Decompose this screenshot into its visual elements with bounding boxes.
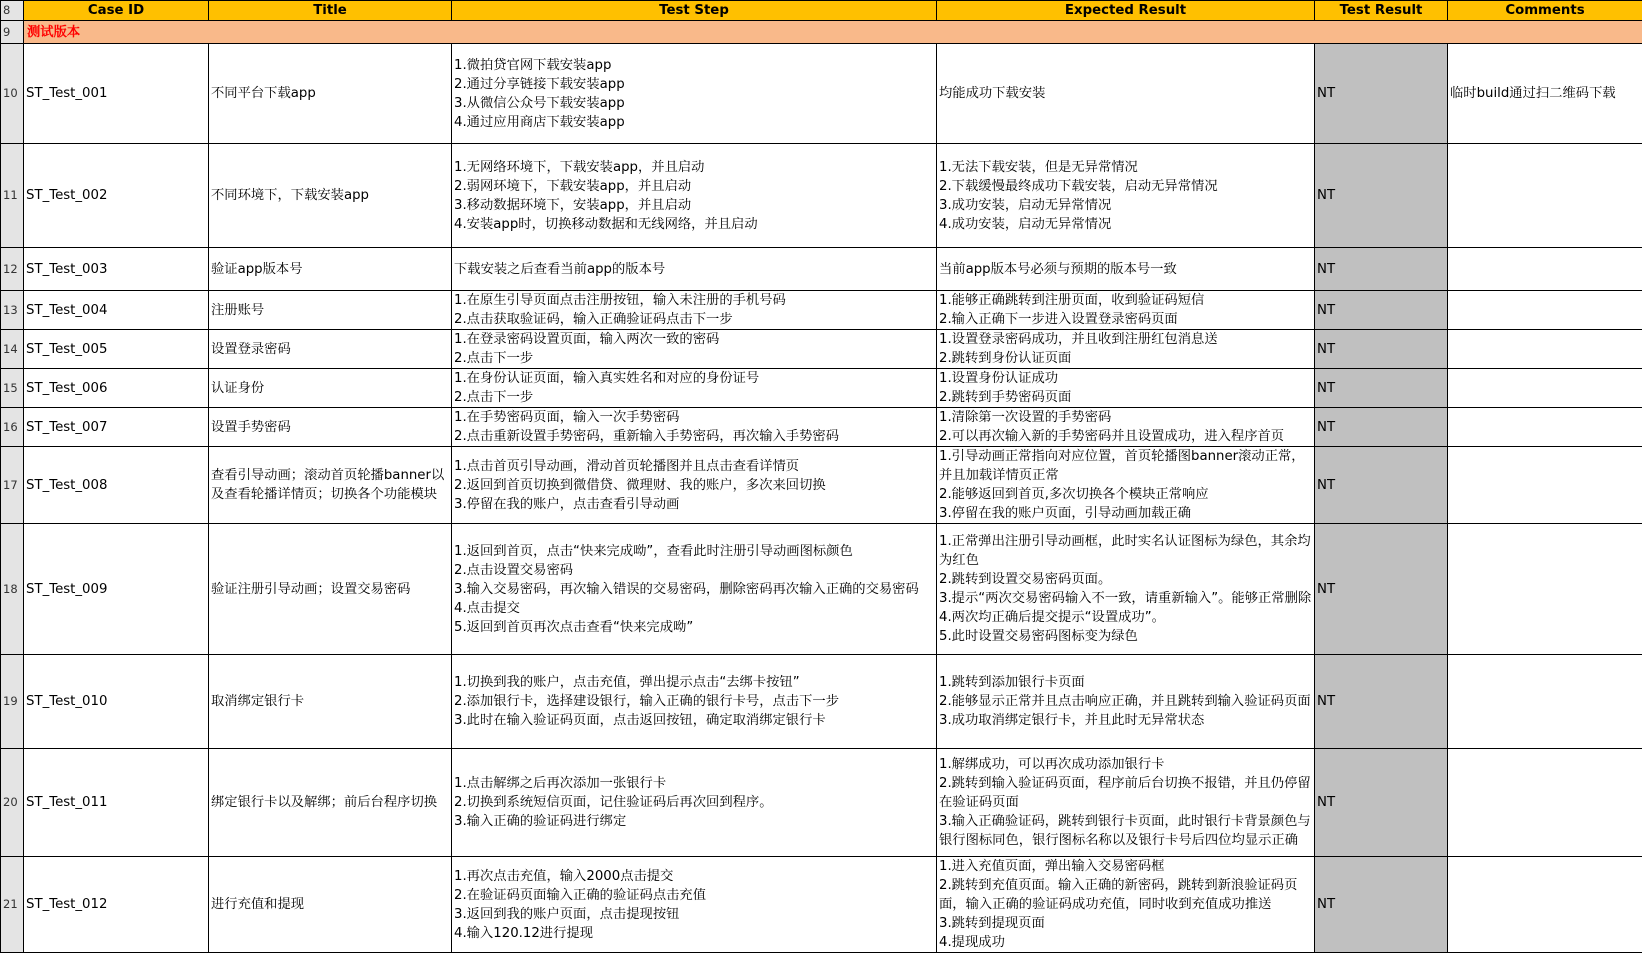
step-line: 1.点击解绑之后再次添加一张银行卡	[454, 774, 934, 793]
case-id-cell[interactable]: ST_Test_006	[24, 369, 209, 408]
comments-cell[interactable]	[1448, 330, 1642, 369]
title-cell[interactable]: 认证身份	[209, 369, 452, 408]
expected-line: 2.能够显示正常并且点击响应正确，并且跳转到输入验证码页面	[939, 692, 1312, 711]
expected-line: 1.跳转到添加银行卡页面	[939, 673, 1312, 692]
expected-line: 2.下载缓慢最终成功下载安装，启动无异常情况	[939, 177, 1312, 196]
step-line: 1.切换到我的账户，点击充值，弹出提示点击“去绑卡按钮”	[454, 673, 934, 692]
comments-cell[interactable]	[1448, 291, 1642, 330]
table-row	[1, 44, 1642, 144]
step-line: 2.点击获取验证码，输入正确验证码点击下一步	[454, 310, 934, 329]
section-title[interactable]: 测试版本	[24, 21, 1642, 44]
table-row	[1, 291, 1642, 330]
title-cell[interactable]: 查看引导动画；滚动首页轮播banner以及查看轮播详情页；切换各个功能模块	[209, 447, 452, 524]
test-result-cell[interactable]: NT	[1315, 524, 1448, 655]
expected-line: 1.能够正确跳转到注册页面，收到验证码短信	[939, 291, 1312, 310]
case-id-cell[interactable]: ST_Test_001	[24, 44, 209, 144]
expected-line: 3.成功取消绑定银行卡，并且此时无异常状态	[939, 711, 1312, 730]
expected-line: 1.解绑成功，可以再次成功添加银行卡	[939, 755, 1312, 774]
test-step-cell[interactable]	[452, 144, 937, 248]
step-line: 2.通过分享链接下载安装app	[454, 75, 934, 94]
case-id-cell[interactable]: ST_Test_002	[24, 144, 209, 248]
comments-cell[interactable]	[1448, 857, 1642, 953]
header-expected-result[interactable]: Expected Result	[937, 1, 1315, 21]
test-step-cell[interactable]	[452, 369, 937, 408]
test-result-cell[interactable]: NT	[1315, 447, 1448, 524]
test-result-cell[interactable]: NT	[1315, 655, 1448, 749]
expected-line: 2.输入正确下一步进入设置登录密码页面	[939, 310, 1312, 329]
table-row	[1, 408, 1642, 447]
expected-result-cell[interactable]	[937, 291, 1315, 330]
expected-line: 4.成功安装，启动无异常情况	[939, 215, 1312, 234]
case-id-cell[interactable]: ST_Test_003	[24, 248, 209, 291]
title-cell[interactable]: 设置登录密码	[209, 330, 452, 369]
header-row	[1, 1, 1642, 21]
row-number[interactable]: 9	[1, 21, 24, 44]
expected-line: 2.可以再次输入新的手势密码并且设置成功，进入程序首页	[939, 427, 1312, 446]
title-cell[interactable]: 进行充值和提现	[209, 857, 452, 953]
expected-line: 均能成功下载安装	[939, 84, 1312, 103]
expected-result-cell[interactable]	[937, 248, 1315, 291]
row-number[interactable]: 8	[1, 1, 24, 21]
expected-line: 2.能够返回到首页,多次切换各个模块正常响应	[939, 485, 1312, 504]
step-line: 1.在原生引导页面点击注册按钮，输入未注册的手机号码	[454, 291, 934, 310]
expected-line: 1.进入充值页面，弹出输入交易密码框	[939, 857, 1312, 876]
test-result-cell[interactable]: NT	[1315, 144, 1448, 248]
header-test-result[interactable]: Test Result	[1315, 1, 1448, 21]
table-row	[1, 524, 1642, 655]
expected-result-cell[interactable]	[937, 369, 1315, 408]
case-id-cell[interactable]: ST_Test_010	[24, 655, 209, 749]
comments-cell[interactable]	[1448, 369, 1642, 408]
row-number[interactable]: 11	[1, 144, 24, 248]
step-line: 2.在验证码页面输入正确的验证码点击充值	[454, 886, 934, 905]
step-line: 2.点击重新设置手势密码，重新输入手势密码，再次输入手势密码	[454, 427, 934, 446]
expected-line: 2.跳转到手势密码页面	[939, 388, 1312, 407]
expected-line: 3.跳转到提现页面	[939, 914, 1312, 933]
step-line: 1.在手势密码页面，输入一次手势密码	[454, 408, 934, 427]
step-line: 3.移动数据环境下，安装app，并且启动	[454, 196, 934, 215]
title-cell[interactable]: 不同环境下，下载安装app	[209, 144, 452, 248]
row-number[interactable]: 14	[1, 330, 24, 369]
row-number[interactable]: 15	[1, 369, 24, 408]
step-line: 2.切换到系统短信页面，记住验证码后再次回到程序。	[454, 793, 934, 812]
row-number[interactable]: 18	[1, 524, 24, 655]
test-step-cell[interactable]	[452, 749, 937, 857]
expected-result-cell[interactable]	[937, 749, 1315, 857]
case-id-cell[interactable]: ST_Test_005	[24, 330, 209, 369]
header-title[interactable]: Title	[209, 1, 452, 21]
expected-line: 2.跳转到设置交易密码页面。	[939, 570, 1312, 589]
title-cell[interactable]: 设置手势密码	[209, 408, 452, 447]
test-step-cell[interactable]	[452, 248, 937, 291]
expected-line: 2.跳转到充值页面。输入正确的新密码，跳转到新浪验证码页面，输入正确的验证码成功充值，同时收到充值成功推送	[939, 876, 1312, 914]
step-line: 4.安装app时，切换移动数据和无线网络，并且启动	[454, 215, 934, 234]
test-step-cell[interactable]	[452, 330, 937, 369]
expected-line: 1.清除第一次设置的手势密码	[939, 408, 1312, 427]
step-line: 1.微拍贷官网下载安装app	[454, 56, 934, 75]
title-cell[interactable]: 绑定银行卡以及解绑；前后台程序切换	[209, 749, 452, 857]
step-line: 1.返回到首页，点击“快来完成呦”，查看此时注册引导动画图标颜色	[454, 542, 934, 561]
step-line: 3.返回到我的账户页面，点击提现按钮	[454, 905, 934, 924]
step-line: 2.点击下一步	[454, 349, 934, 368]
header-test-step[interactable]: Test Step	[452, 1, 937, 21]
expected-line: 1.引导动画正常指向对应位置，首页轮播图banner滚动正常，并且加载详情页正常	[939, 447, 1312, 485]
test-result-cell[interactable]: NT	[1315, 44, 1448, 144]
comments-cell[interactable]	[1448, 447, 1642, 524]
expected-result-cell[interactable]	[937, 447, 1315, 524]
step-line: 2.点击设置交易密码	[454, 561, 934, 580]
test-step-cell[interactable]	[452, 655, 937, 749]
row-number[interactable]: 12	[1, 248, 24, 291]
expected-line: 4.提现成功	[939, 933, 1312, 952]
test-result-cell[interactable]: NT	[1315, 408, 1448, 447]
step-line: 下载安装之后查看当前app的版本号	[454, 260, 934, 279]
test-step-cell[interactable]	[452, 447, 937, 524]
comments-cell[interactable]	[1448, 749, 1642, 857]
case-id-cell[interactable]: ST_Test_011	[24, 749, 209, 857]
title-cell[interactable]: 取消绑定银行卡	[209, 655, 452, 749]
step-line: 4.点击提交	[454, 599, 934, 618]
row-number[interactable]: 19	[1, 655, 24, 749]
step-line: 4.输入120.12进行提现	[454, 924, 934, 943]
expected-result-cell[interactable]	[937, 144, 1315, 248]
step-line: 1.再次点击充值，输入2000点击提交	[454, 867, 934, 886]
step-line: 1.在登录密码设置页面，输入两次一致的密码	[454, 330, 934, 349]
table-row	[1, 144, 1642, 248]
expected-line: 2.跳转到身份认证页面	[939, 349, 1312, 368]
step-line: 1.在身份认证页面，输入真实姓名和对应的身份证号	[454, 369, 934, 388]
test-step-cell[interactable]	[452, 291, 937, 330]
table-row	[1, 447, 1642, 524]
step-line: 3.输入正确的验证码进行绑定	[454, 812, 934, 831]
test-result-cell[interactable]: NT	[1315, 857, 1448, 953]
comments-cell[interactable]	[1448, 144, 1642, 248]
table-row	[1, 330, 1642, 369]
step-line: 3.停留在我的账户，点击查看引导动画	[454, 495, 934, 514]
step-line: 3.输入交易密码，再次输入错误的交易密码，删除密码再次输入正确的交易密码	[454, 580, 934, 599]
step-line: 3.从微信公众号下载安装app	[454, 94, 934, 113]
header-comments[interactable]: Comments	[1448, 1, 1642, 21]
expected-line: 3.停留在我的账户页面，引导动画加载正确	[939, 504, 1312, 523]
expected-line: 3.成功安装，启动无异常情况	[939, 196, 1312, 215]
step-line: 1.点击首页引导动画，滑动首页轮播图并且点击查看详情页	[454, 457, 934, 476]
step-line: 2.弱网环境下，下载安装app，并且启动	[454, 177, 934, 196]
row-number[interactable]: 20	[1, 749, 24, 857]
expected-line: 1.正常弹出注册引导动画框，此时实名认证图标为绿色，其余均为红色	[939, 532, 1312, 570]
test-step-cell[interactable]	[452, 44, 937, 144]
row-number[interactable]: 10	[1, 44, 24, 144]
case-id-cell[interactable]: ST_Test_007	[24, 408, 209, 447]
comments-cell[interactable]	[1448, 655, 1642, 749]
expected-result-cell[interactable]	[937, 330, 1315, 369]
test-result-cell[interactable]: NT	[1315, 749, 1448, 857]
expected-line: 3.输入正确验证码，跳转到银行卡页面，此时银行卡背景颜色与银行图标同色，银行图标名称以及银行卡号后四位均显示正确	[939, 812, 1312, 850]
test-result-cell[interactable]: NT	[1315, 248, 1448, 291]
step-line: 5.返回到首页再次点击查看“快来完成呦”	[454, 618, 934, 637]
test-step-cell[interactable]	[452, 857, 937, 953]
expected-line: 1.设置身份认证成功	[939, 369, 1312, 388]
step-line: 2.点击下一步	[454, 388, 934, 407]
step-line: 2.返回到首页切换到微借贷、微理财、我的账户，多次来回切换	[454, 476, 934, 495]
expected-result-cell[interactable]	[937, 857, 1315, 953]
row-number[interactable]: 17	[1, 447, 24, 524]
table-row	[1, 857, 1642, 953]
table-row	[1, 655, 1642, 749]
test-step-cell[interactable]	[452, 524, 937, 655]
case-id-cell[interactable]: ST_Test_012	[24, 857, 209, 953]
table-row	[1, 749, 1642, 857]
comments-cell[interactable]	[1448, 524, 1642, 655]
title-cell[interactable]: 注册账号	[209, 291, 452, 330]
case-id-cell[interactable]: ST_Test_004	[24, 291, 209, 330]
expected-line: 5.此时设置交易密码图标变为绿色	[939, 627, 1312, 646]
case-id-cell[interactable]: ST_Test_008	[24, 447, 209, 524]
expected-line: 1.设置登录密码成功，并且收到注册红包消息送	[939, 330, 1312, 349]
comments-cell[interactable]	[1448, 408, 1642, 447]
row-number[interactable]: 21	[1, 857, 24, 953]
title-cell[interactable]: 验证注册引导动画；设置交易密码	[209, 524, 452, 655]
step-line: 3.此时在输入验证码页面，点击返回按钮，确定取消绑定银行卡	[454, 711, 934, 730]
step-line: 2.添加银行卡，选择建设银行，输入正确的银行卡号，点击下一步	[454, 692, 934, 711]
test-step-cell[interactable]	[452, 408, 937, 447]
title-cell[interactable]: 不同平台下载app	[209, 44, 452, 144]
test-result-cell[interactable]: NT	[1315, 291, 1448, 330]
section-row	[1, 21, 1642, 44]
title-cell[interactable]: 验证app版本号	[209, 248, 452, 291]
row-number[interactable]: 13	[1, 291, 24, 330]
case-id-cell[interactable]: ST_Test_009	[24, 524, 209, 655]
test-result-cell[interactable]: NT	[1315, 330, 1448, 369]
expected-result-cell[interactable]	[937, 44, 1315, 144]
header-case-id[interactable]: Case ID	[24, 1, 209, 21]
step-line: 1.无网络环境下，下载安装app，并且启动	[454, 158, 934, 177]
comments-cell[interactable]	[1448, 248, 1642, 291]
comments-cell[interactable]: 临时build通过扫二维码下载	[1448, 44, 1642, 144]
expected-line: 3.提示“两次交易密码输入不一致，请重新输入”。能够正常删除	[939, 589, 1312, 608]
table-row	[1, 369, 1642, 408]
expected-result-cell[interactable]	[937, 408, 1315, 447]
row-number[interactable]: 16	[1, 408, 24, 447]
expected-result-cell[interactable]	[937, 655, 1315, 749]
expected-line: 1.无法下载安装，但是无异常情况	[939, 158, 1312, 177]
expected-result-cell[interactable]	[937, 524, 1315, 655]
table-row	[1, 248, 1642, 291]
step-line: 4.通过应用商店下载安装app	[454, 113, 934, 132]
test-result-cell[interactable]: NT	[1315, 369, 1448, 408]
expected-line: 4.两次均正确后提交提示“设置成功”。	[939, 608, 1312, 627]
expected-line: 当前app版本号必须与预期的版本号一致	[939, 260, 1312, 279]
expected-line: 2.跳转到输入验证码页面，程序前后台切换不报错，并且仍停留在验证码页面	[939, 774, 1312, 812]
